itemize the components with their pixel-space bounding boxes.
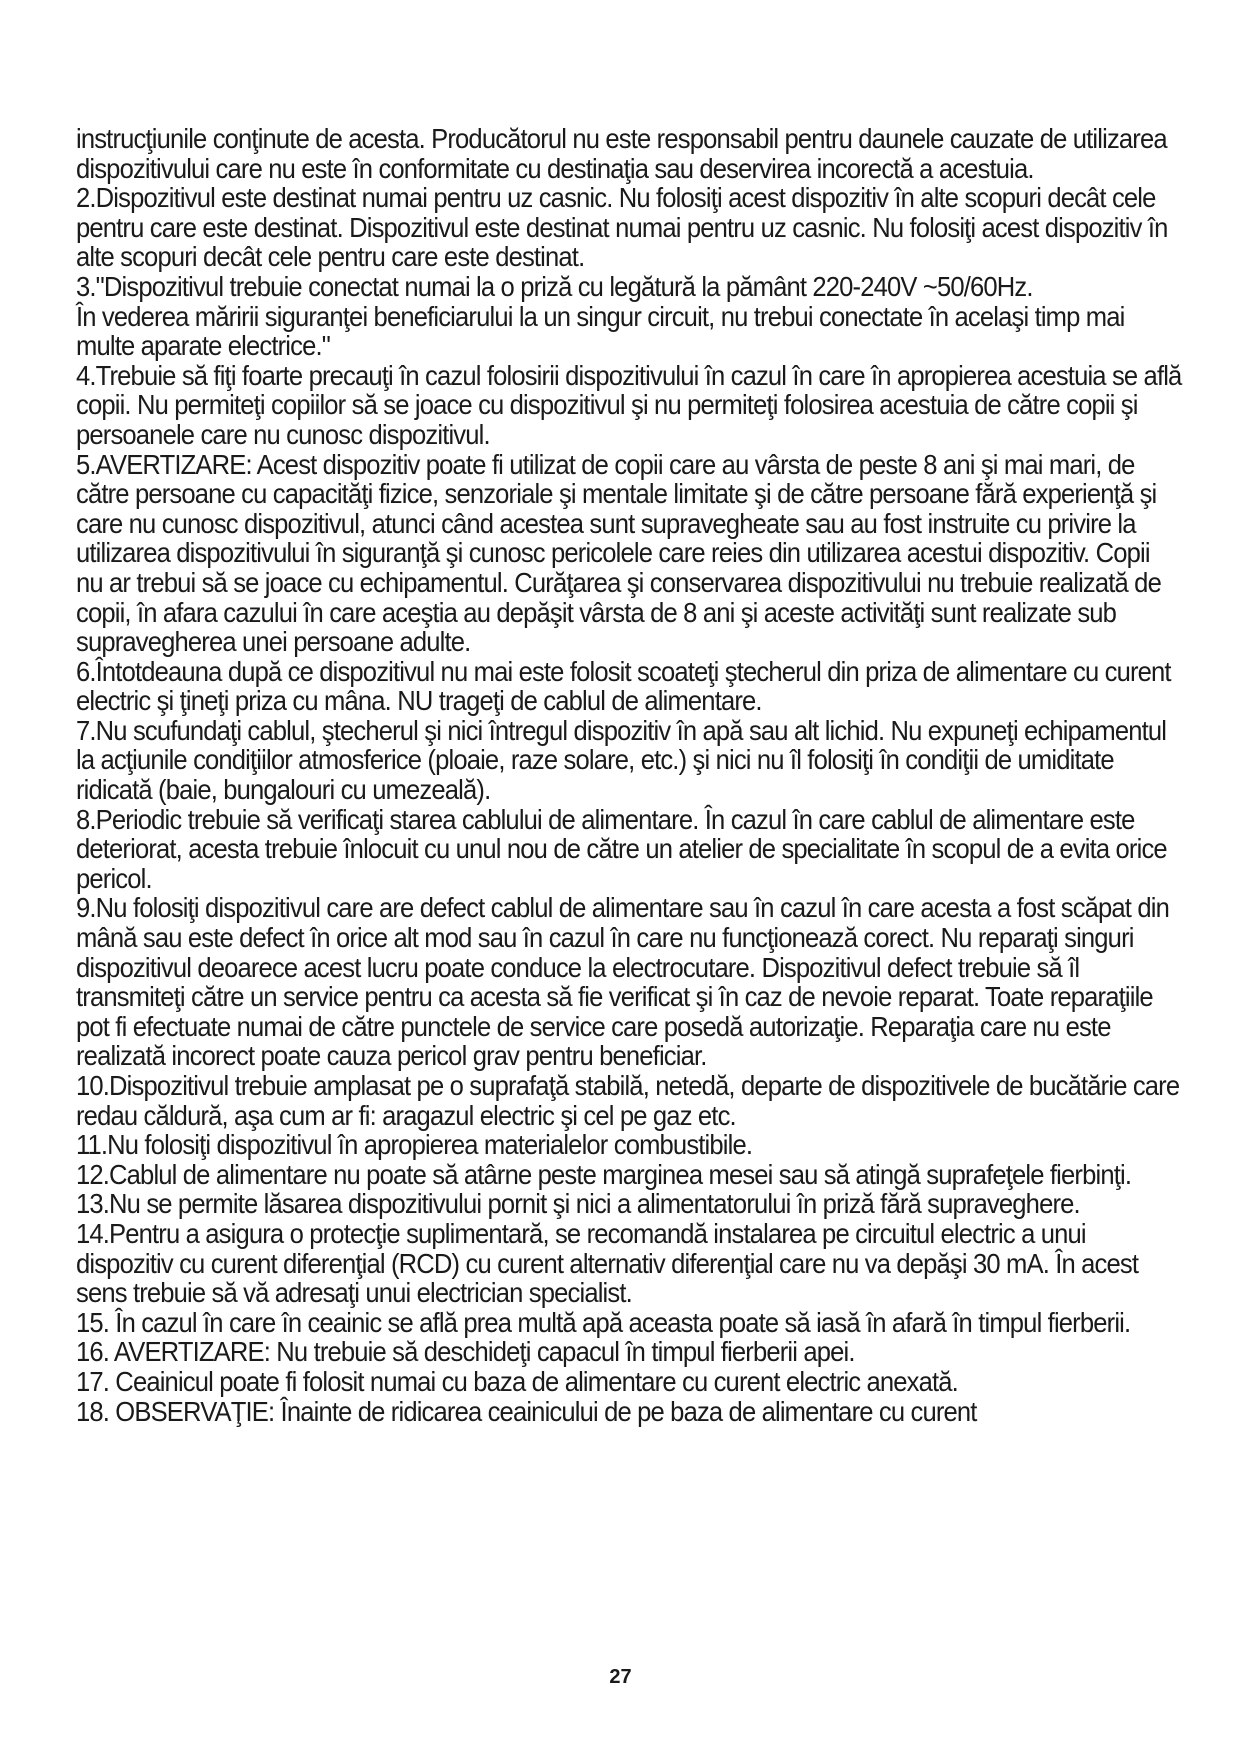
paragraph-13: 13.Nu se permite lăsarea dispozitivului pornit şi nici a alimentatorului în priză fără supraveghere. xyxy=(76,1188,1080,1220)
paragraph-11: 11.Nu folosiţi dispozitivul în apropierea materialelor combustibile. xyxy=(76,1129,753,1161)
paragraph-4: 4.Trebuie să fiţi foarte precauţi în cazul folosirii dispozitivului în cazul în care în apropierea acestuia se află copii. Nu permiteţi copiilor să se joace cu dispozitivul şi nu permiteţi folosirea acestuia de către copii şi persoanele care nu cunosc dispozitivul. xyxy=(76,359,1182,450)
paragraph-15: 15. În cazul în care în ceainic se află prea multă apă aceasta poate să iasă în afară în timpul fierberii. xyxy=(76,1306,1131,1338)
paragraph-16: 16. AVERTIZARE: Nu trebuie să deschideţi capacul în timpul fierberii apei. xyxy=(76,1336,855,1368)
document-body xyxy=(76,124,1183,1426)
paragraph-2: 2.Dispozitivul este destinat numai pentru uz casnic. Nu folosiţi acest dispozitiv în alte scopuri decât cele pentru care este destinat. Dispozitivul este destinat numai pentru uz casnic. Nu folosiţi acest dispozitiv în alte scopuri decât cele pentru care este destinat. xyxy=(76,182,1168,273)
paragraph-3-note: În vederea măririi siguranţei beneficiarului la un singur circuit, nu trebui conectate în acelaşi timp mai multe aparate electrice." xyxy=(76,300,1125,362)
paragraph-12: 12.Cablul de alimentare nu poate să atârne peste marginea mesei sau să atingă suprafeţele fierbinţi. xyxy=(76,1158,1132,1190)
paragraph-6: 6.Întotdeauna după ce dispozitivul nu mai este folosit scoateţi ştecherul din priza de alimentare cu curent electric şi ţineţi priza cu mâna. NU trageţi de cablul de alimentare. xyxy=(76,655,1171,717)
page-number: 27 xyxy=(609,1666,632,1688)
paragraph-17: 17. Ceainicul poate fi folosit numai cu baza de alimentare cu curent electric anexată. xyxy=(76,1365,958,1397)
paragraph-5: 5.AVERTIZARE: Acest dispozitiv poate fi utilizat de copii care au vârsta de peste 8 ani şi mai mari, de către persoane cu capacităţi fizice, senzoriale şi mentale limitate şi de către persoane fără experienţă şi care nu cunosc dispozitivul, atunci când acestea sunt supravegheate sau au fost instruite cu privire la utilizarea dispozitivului în siguranţă şi cunosc pericolele care reies din utilizarea acestui dispozitiv. Copii nu ar trebui să se joace cu echipamentul. Curăţarea şi conservarea dispozitivului nu trebuie realizată de copii, în afara cazului în care aceştia au depăşit vârsta de 8 ani şi aceste activităţi sunt realizate sub supravegherea unei persoane adulte. xyxy=(76,448,1161,658)
paragraph-8: 8.Periodic trebuie să verificaţi starea cablului de alimentare. În cazul în care cablul de alimentare este deteriorat, acesta trebuie înlocuit cu unul nou de către un atelier de specialitate în scopul de a evita orice pericol. xyxy=(76,803,1167,894)
paragraph-7: 7.Nu scufundaţi cablul, ştecherul şi nici întregul dispozitiv în apă sau alt lichid. Nu expuneţi echipamentul la acţiunile condiţiilor atmosferice (ploaie, raze solare, etc.) şi nici nu îl folosiţi în condiţii de umiditate ridicată (baie, bungalouri cu umezeală). xyxy=(76,714,1167,806)
paragraph-14: 14.Pentru a asigura o protecţie suplimentară, se recomandă instalarea pe circuitul electric a unui dispozitiv cu curent diferenţial (RCD) cu curent alternativ diferenţial care nu va depăşi 30 mA. În acest sens trebuie să vă adresaţi unui electrician specialist. xyxy=(76,1217,1139,1309)
paragraph-intro: instrucţiunile conţinute de acesta. Producătorul nu este responsabil pentru daunele cauzate de utilizarea dispozitivului care nu este în conformitate cu destinaţia sau deservirea incorectă a acestuia. xyxy=(76,123,1167,184)
paragraph-3: 3."Dispozitivul trebuie conectat numai la o priză cu legătură la pământ 220-240V ~50/60Hz. xyxy=(76,270,1033,302)
paragraph-9: 9.Nu folosiţi dispozitivul care are defect cablul de alimentare sau în cazul în care acesta a fost scăpat din mână sau este defect în orice alt mod sau în cazul în care nu funcţionează corect. Nu reparaţi singuri dispozitivul deoarece acest lucru poate conduce la electrocutare. Dispozitivul defect trebuie să îl transmiteţi către un service pentru ca acesta să fie verificat şi în caz de nevoie reparat. Toate reparaţiile pot fi efectuate numai de către punctele de service care posedă autorizaţie. Reparaţia care nu este realizată incorect poate cauza pericol grav pentru beneficiar. xyxy=(76,892,1169,1072)
paragraph-18: 18. OBSERVAŢIE: Înainte de ridicarea ceainicului de pe baza de alimentare cu curent xyxy=(76,1395,977,1427)
paragraph-10: 10.Dispozitivul trebuie amplasat pe o suprafaţă stabilă, netedă, departe de dispozitivele de bucătărie care redau căldură, aşa cum ar fi: aragazul electric şi cel pe gaz etc. xyxy=(76,1070,1180,1131)
